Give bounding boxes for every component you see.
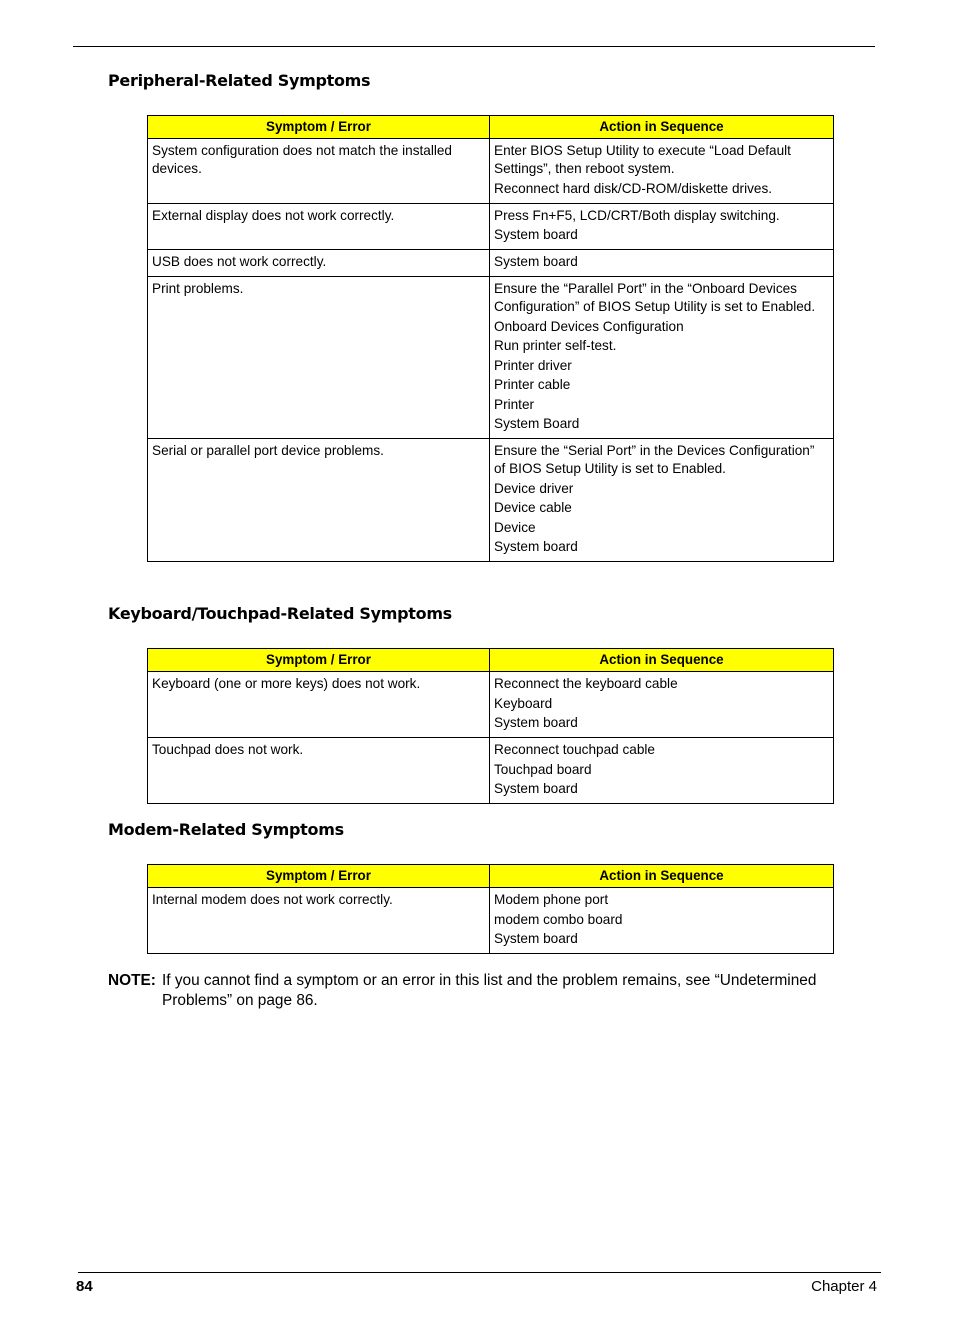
action-step: Reconnect hard disk/CD-ROM/diskette drives. [494, 180, 773, 196]
action-step: Device driver [494, 480, 574, 496]
symptom-text: Keyboard (one or more keys) does not work. [152, 676, 421, 691]
symptom-cell [148, 250, 490, 277]
action-step: Printer driver [494, 357, 572, 373]
table-row [148, 672, 834, 738]
action-step: Printer cable [494, 377, 571, 392]
column-header-symptom: Symptom / Error [148, 649, 490, 672]
table-row [148, 888, 834, 954]
symptom-text: Internal modem does not work correctly. [152, 892, 393, 907]
symptom-text: Print problems. [152, 281, 244, 296]
column-header-symptom: Symptom / Error [148, 865, 490, 888]
keyboard-touchpad-symptoms-table [147, 648, 834, 804]
action-cell [490, 439, 834, 562]
action-step: modem combo board [494, 911, 623, 927]
column-header-symptom: Symptom / Error [148, 116, 490, 139]
section-heading-keyboard-touchpad: Keyboard/Touchpad-Related Symptoms [108, 604, 452, 623]
symptom-cell [148, 277, 490, 439]
peripheral-symptoms-table [147, 115, 834, 562]
action-step: Press Fn+F5, LCD/CRT/Both display switching. [494, 207, 780, 223]
column-header-action: Action in Sequence [490, 865, 834, 888]
action-cell [490, 738, 834, 804]
action-step: Run printer self-test. [494, 338, 617, 353]
note-label: NOTE: [108, 972, 156, 989]
action-cell [490, 888, 834, 954]
action-step: Modem phone port [494, 892, 609, 907]
note-paragraph [108, 971, 853, 1011]
table-row [148, 277, 834, 439]
note-text: If you cannot find a symptom or an error in this list and the problem remains, see “Undetermined Problems” on page 86. [162, 972, 817, 1009]
symptom-cell [148, 439, 490, 562]
symptom-text: Serial or parallel port device problems. [152, 443, 384, 458]
symptom-cell [148, 203, 490, 250]
symptom-cell [148, 738, 490, 804]
footer-rule [78, 1272, 881, 1273]
action-step: System board [494, 539, 578, 554]
table-row [148, 738, 834, 804]
action-step: Device [494, 519, 536, 535]
page-number: 84 [76, 1278, 93, 1295]
action-cell [490, 203, 834, 250]
action-step: System board [494, 931, 578, 946]
action-step: System board [494, 227, 578, 242]
table-header-row [148, 649, 834, 672]
table-header-row [148, 116, 834, 139]
action-step: Ensure the “Serial Port” in the Devices Configuration” of BIOS Setup Utility is set to Enabled. [494, 443, 815, 476]
symptom-text: External display does not work correctly. [152, 207, 395, 223]
symptom-text: Touchpad does not work. [152, 742, 304, 757]
action-step: Printer [494, 396, 535, 412]
table-row [148, 139, 834, 204]
action-step: Ensure the “Parallel Port” in the “Onboard Devices Configuration” of BIOS Setup Utility is set to Enabled. [494, 281, 816, 314]
action-step: Device cable [494, 500, 572, 515]
action-cell [490, 139, 834, 204]
modem-symptoms-table [147, 864, 834, 954]
action-step: Keyboard [494, 695, 553, 711]
chapter-label: Chapter 4 [811, 1278, 877, 1295]
column-header-action: Action in Sequence [490, 649, 834, 672]
symptom-cell [148, 888, 490, 954]
section-heading-peripheral: Peripheral-Related Symptoms [108, 71, 371, 90]
header-rule [73, 46, 875, 47]
action-step: Reconnect touchpad cable [494, 742, 655, 757]
action-step: System Board [494, 416, 580, 431]
column-header-action: Action in Sequence [490, 116, 834, 139]
symptom-cell [148, 672, 490, 738]
table-row [148, 439, 834, 562]
table-row [148, 250, 834, 277]
table-row [148, 203, 834, 250]
symptom-cell [148, 139, 490, 204]
table-header-row [148, 865, 834, 888]
action-step: Touchpad board [494, 761, 592, 777]
symptom-text: USB does not work correctly. [152, 254, 327, 269]
action-cell [490, 672, 834, 738]
action-step: Enter BIOS Setup Utility to execute “Load Default Settings”, then reboot system. [494, 143, 791, 176]
action-step: System board [494, 781, 578, 796]
action-cell [490, 250, 834, 277]
action-step: Reconnect the keyboard cable [494, 676, 678, 691]
action-step: System board [494, 715, 578, 730]
section-heading-modem: Modem-Related Symptoms [108, 820, 344, 839]
action-cell [490, 277, 834, 439]
action-step: System board [494, 254, 578, 269]
symptom-text: System configuration does not match the installed devices. [152, 143, 452, 176]
action-step: Onboard Devices Configuration [494, 318, 684, 334]
